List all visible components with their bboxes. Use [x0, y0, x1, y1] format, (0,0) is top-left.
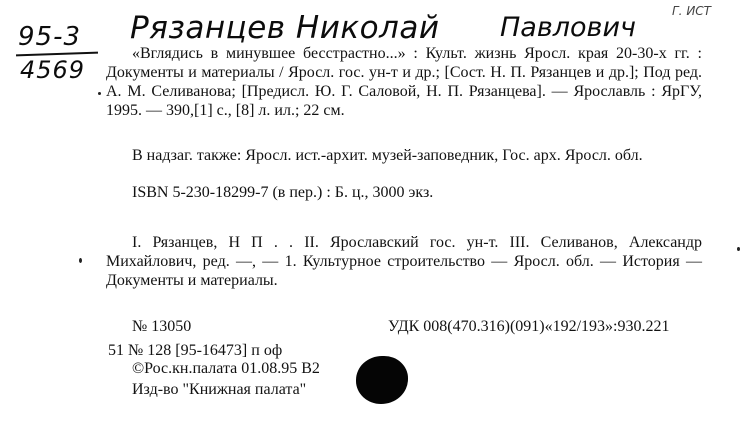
- isbn-line: ISBN 5-230-18299-7 (в пер.) : Б. ц., 3000 экз.: [132, 184, 434, 201]
- ink-speck: [98, 92, 101, 95]
- title-paragraph: [106, 44, 702, 120]
- heading-patronymic: Павлович: [500, 12, 636, 43]
- registration-number: 51 № 128 [95-16473] п оф: [108, 342, 283, 359]
- index-paragraph: [106, 233, 702, 290]
- note-text: В надзаг. также: Яросл. ист.-архит. музей-заповедник, Гос. арх. Яросл. обл.: [132, 147, 643, 164]
- title-text: «Вглядись в минувшее бесстрастно...» : Культ. жизнь Яросл. края 20-30-х гг. : Документы и материалы / Яросл. гос. ун-т и др.; [Сост. Н. П. Рязанцев и др.]; Под ред. А. М. Селиванова; [Предисл. Ю. Г. Саловой, Н. П. Рязанцева]. — Ярославль : ЯрГУ, 1995. — 390,[1] с., [8] л. ил.; 22 см.: [106, 45, 702, 119]
- book-chamber-line: ©Рос.кн.палата 01.08.95 В2: [132, 360, 320, 377]
- shelfmark-bottom: 4569: [20, 56, 86, 84]
- ink-blot: [356, 356, 408, 404]
- heading-author: Рязанцев Николай: [130, 10, 440, 46]
- publisher-line: Изд-во "Книжная палата": [132, 381, 307, 398]
- shelfmark-top: 95-3: [18, 22, 82, 52]
- ink-speck: [737, 247, 740, 251]
- udk-classification: УДК 008(470.316)(091)«192/193»:930.221: [388, 318, 670, 335]
- ink-speck: [79, 258, 82, 263]
- card-number: № 13050: [132, 318, 192, 335]
- index-text: I. Рязанцев, Н П . . II. Ярославский гос. ун-т. III. Селиванов, Александр Михайлович, ред. —, — 1. Культурное строительство — Яросл. обл. — История — Документы и материалы.: [106, 234, 702, 289]
- note-paragraph: [106, 146, 702, 165]
- corner-mark: Г. ИСТ: [672, 4, 711, 18]
